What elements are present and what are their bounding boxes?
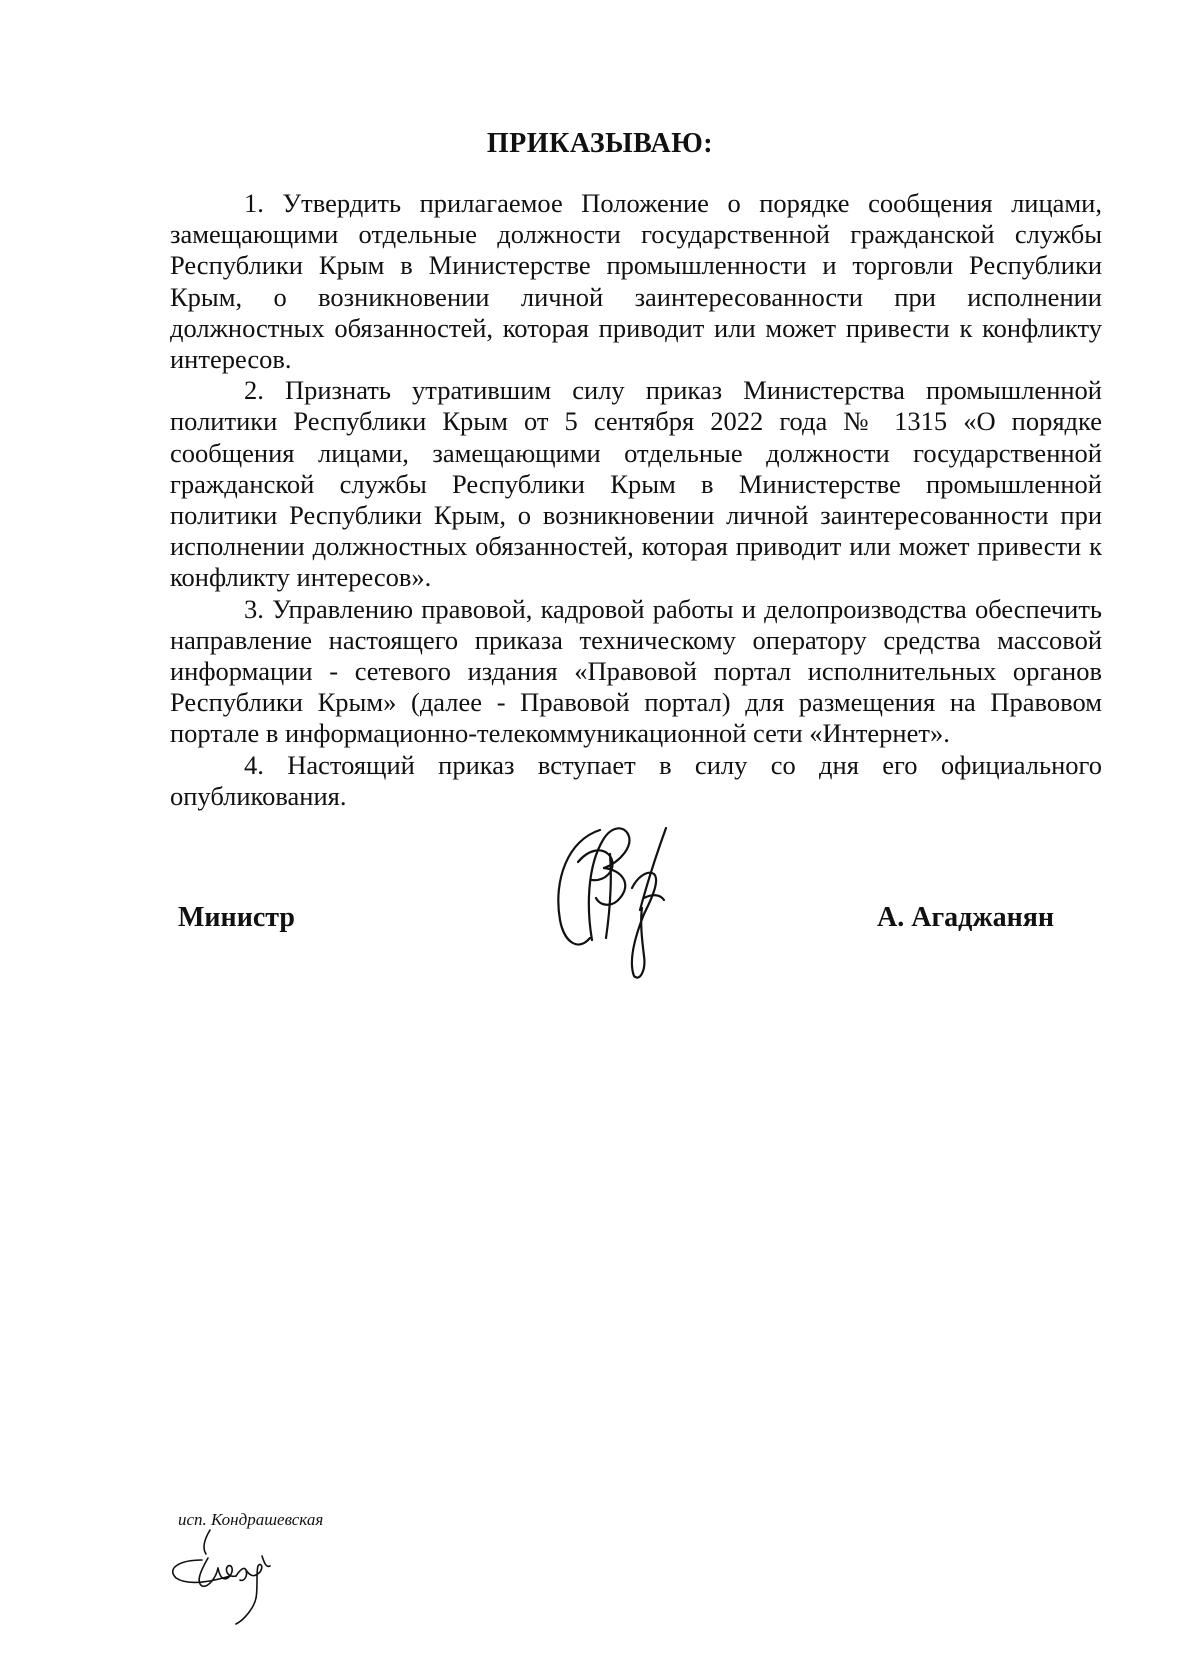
signatory-name: А. Агаджанян [877, 902, 1055, 933]
signatory-position: Министр [178, 902, 295, 933]
executor-signature-image [150, 1520, 310, 1630]
order-paragraph-2: 2. Признать утратившим силу приказ Министерства промышленной политики Республики Крым от 5 сентября 2022 года № 1315 «О порядке сообщения лицами, замещающими отдельные должности государственной гражданской службы Республики Крым в Министерстве промышленной политики Республики Крым, о возникновении личной заинтересованности при исполнении должностных обязанностей, которая приводит или может привести к конфликту интересов». [170, 375, 1102, 593]
minister-signature-image [548, 810, 698, 985]
order-paragraph-1: 1. Утвердить прилагаемое Положение о порядке сообщения лицами, замещающими отдельные должности государственной гражданской службы Республики Крым в Министерстве промышленности и торговли Республики Крым, о возникновении личной заинтересованности при исполнении должностных обязанностей, которая приводит или может привести к конфликту интересов. [170, 188, 1102, 375]
order-heading: ПРИКАЗЫВАЮ: [486, 128, 714, 159]
executor-note: исп. Кондрашевская [178, 1510, 324, 1529]
order-body [170, 188, 1102, 812]
order-paragraph-3: 3. Управлению правовой, кадровой работы и делопроизводства обеспечить направление настоящего приказа техническому оператору средства массовой информации - сетевого издания «Правовой портал исполнительных органов Республики Крым» (далее - Правовой портал) для размещения на Правовом портале в информационно-телекоммуникационной сети «Интернет». [170, 593, 1102, 749]
order-paragraph-4: 4. Настоящий приказ вступает в силу со дня его официального опубликования. [170, 749, 1102, 811]
